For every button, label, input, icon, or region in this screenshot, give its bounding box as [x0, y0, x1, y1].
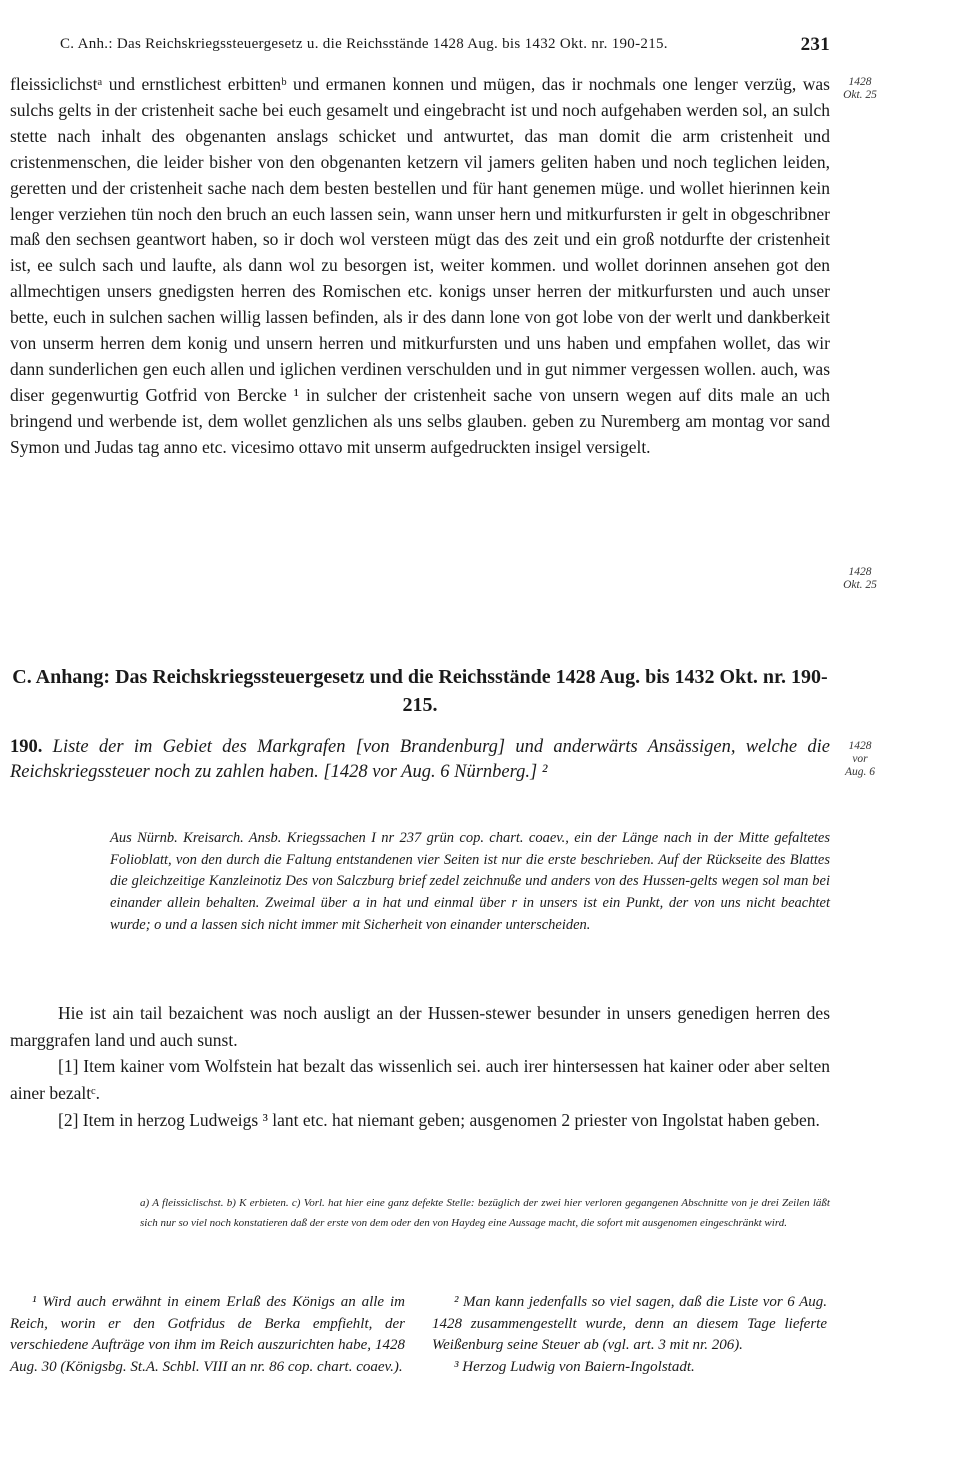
running-head: [60, 36, 830, 53]
source-note: Aus Nürnb. Kreisarch. Ansb. Kriegssachen I nr 237 grün cop. chart. coaev., ein der Länge nach in der Mitte gefaltetes Folioblatt, von den durch die Faltung entstandenen vier Seiten ist nur die erste beschrieben. Auf der Rückseite des Blattes die gleichzeitige Kanzleinotiz Des von Salczburg brief zedel zeichnuße und anders von des Hussen-gelts wegen sol man bei einander allein behalten. Zweimal über a in hat und einmal über r in unsers ist ein Punkt, der von uns nicht beachtet wurde; o und a lassen sich nicht immer mit Sicherheit von einander unterscheiden.: [110, 830, 830, 933]
document-heading: [10, 735, 830, 785]
margin-year: 1428: [848, 566, 872, 578]
paragraph-item-2: [2] Item in herzog Ludweigs ³ lant etc. hat niemant geben; ausgenomen 2 priester von Ingolstat haben geben.: [58, 1109, 820, 1130]
letter-text: fleissiclichstᵃ und ernstlichest erbittenᵇ und ermanen konnen und mügen, das ir nochmals one lenger verzüg, was sulchs gelts in der cristenheit sache bei euch gesamelt und eingebracht ist und noch aufgehaben werden sol, an sulch stette nach inhalt des obgenanten anslags schicket und antwurtet, das man domit die arm cristenheit und cristenmenschen, die leider bisher von den obgenanten ketzern vil jamers geliten haben und noch teglichen leiden, geretten und der cristenheit sache nach dem besten bestellen und für hant genemen müge. und wollet hierinnen kein lenger verziehen tün noch den bruch an euch lassen sein, wann unser hern und mitkurfursten ir gelt in obgeschribner maß den sechsen geantwort haben, so ir doch wol versteen mügt das des zeit und ein groß notdurfte der cristenheit ist, ee sulch sach und laufte, als dann wol zu besorgen ist, weiter kommen. und wollet dorinnen ansehen got den allmechtigen unsers gnedigsten herren des Romischen etc. konigs unser herren der mitkurfursten und auch unser bette, euch in sulchen sachen willig lassen befinden, als ir des dann lone von got lobe von der werlt und dankberkeit von unserm herren dem konig und unsern herren und mitkurfursten und uns haben und empfahen wollet, das wir dann sunderlichen gen euch allen und iglichen verdinen verschulden und in gut nimmer vergessen wollen. auch, was diser gegenwurtig Gotfrid von Bercke ¹ in sulcher der cristenheit sache von unsern wegen auf dits male an uch bringend und werbende ist, dem wollet genzlichen als uns selbs glauben. geben zu Nuremberg am montag vor sand Symon und Judas tag anno etc. vicesimo ottavo mit unserm aufgedruckten insigel versigelt.: [10, 74, 830, 457]
margin-date-doc: [836, 740, 884, 779]
paragraph-intro: Hie ist ain tail bezaichent was noch ausligt an der Hussen-stewer besunder in unsers genedigen herren des marggrafen land und auch sunst.: [10, 1003, 830, 1050]
footnote-1: ¹ Wird auch erwähnt in einem Erlaß des Königs an alle im Reich, worin er den Gotfridus de Berka empfiehlt, der verschiedene Aufträge von ihm im Reich auszurichten habe, 1428 Aug. 30 (Königsbg. St.A. Schbl. VIII an nr. 86 cop. chart. coaev.).: [10, 1294, 405, 1376]
document-number: 190.: [10, 737, 43, 757]
page-number: 231: [800, 34, 830, 55]
footnotes-right-column: [432, 1292, 827, 1379]
footnote-2: ² Man kann jedenfalls so viel sagen, daß die Liste vor 6 Aug. 1428 zusammengestellt wurde, denn an diesem Tage lieferte Weißenburg seine Steuer ab (vgl. art. 3 mit nr. 206).: [432, 1294, 827, 1354]
footnotes-left-column: [10, 1292, 405, 1379]
margin-day: Okt. 25: [843, 89, 877, 101]
section-title: C. Anhang: Das Reichskriegssteuergesetz und die Reichsstände 1428 Aug. bis 1432 Okt. nr. 190-215.: [12, 666, 828, 716]
document-title: Liste der im Gebiet des Markgrafen [von Brandenburg] und anderwärts Ansässigen, welche die Reichskriegssteuer noch zu zahlen haben. [1428 vor Aug. 6 Nürnberg.] ²: [10, 737, 830, 782]
margin-vor: vor: [852, 753, 868, 765]
critical-apparatus: a) A fleissiclischst. b) K erbieten. c) Vorl. hat hier eine ganz defekte Stelle: bezüglich der zwei hier verloren gegangenen Abschnitte von je drei Zeilen läßt sich nur so viel noch konstatieren daß der erste von dem oder den von Haydeg eine Aussage macht, die sofort mit ausgenomen eingeschränkt wird.: [140, 1197, 830, 1229]
margin-day: Okt. 25: [843, 579, 877, 591]
running-head-text: C. Anh.: Das Reichskriegssteuergesetz u. die Reichsstände 1428 Aug. bis 1432 Okt. nr. 190-215.: [60, 36, 668, 52]
margin-date-top: [836, 76, 884, 102]
margin-year: 1428: [848, 76, 872, 88]
margin-date-mid: [836, 566, 884, 592]
margin-day: Aug. 6: [844, 766, 876, 778]
document-body: [10, 1000, 830, 1134]
paragraph-item-1: [1] Item kainer vom Wolfstein hat bezalt das wissenlich sei. auch irer hintersessen hat kainer oder aber selten ainer bezaltᶜ.: [10, 1056, 830, 1104]
margin-year: 1428: [848, 740, 872, 752]
footnote-3: ³ Herzog Ludwig von Baiern-Ingolstadt.: [454, 1359, 695, 1376]
